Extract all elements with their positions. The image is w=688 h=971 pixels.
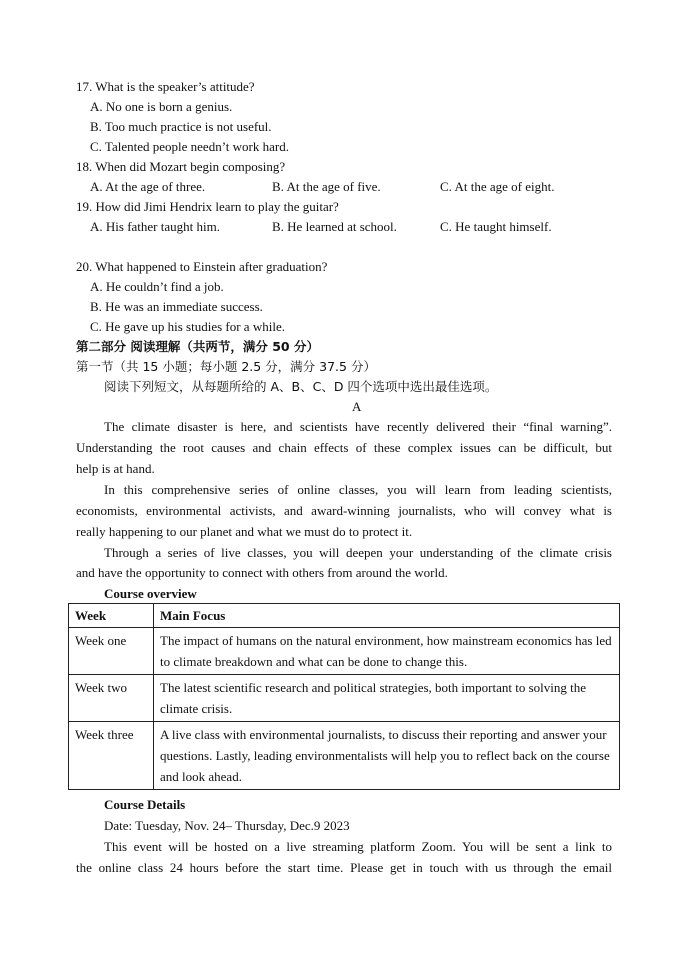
week-cell: Week two [69, 675, 154, 722]
para1-line2: Understanding the root causes and chain effects of these complex issues can be difficult, but [76, 440, 612, 455]
week-cell: Week three [69, 722, 154, 790]
course-date: Date: Tuesday, Nov. 24– Thursday, Dec.9 2023 [104, 818, 350, 833]
para4-line2: the online class 24 hours before the start time. Please get in touch with us through the email [76, 860, 612, 875]
q17-option-a: A. No one is born a genius. [90, 99, 233, 114]
question-20: 20. What happened to Einstein after graduation? [76, 259, 328, 274]
focus-cell: The latest scientific research and political strategies, both important to solving the climate crisis. [154, 675, 620, 722]
part-two-title: 第二部分 阅读理解（共两节，满分 50 分） [76, 339, 319, 354]
table-row [69, 675, 620, 722]
table-header-row [69, 604, 620, 628]
course-details-title: Course Details [104, 797, 186, 812]
focus-cell: The impact of humans on the natural environment, how mainstream economics has led to climate breakdown and what can be done to change this. [154, 628, 620, 675]
q20-option-b: B. He was an immediate success. [90, 299, 263, 314]
course-overview-title: Course overview [104, 586, 197, 601]
focus-cell: A live class with environmental journalists, to discuss their reporting and answer your questions. Lastly, leading environmentalists will help you to reflect back on the course and look ahead. [154, 722, 620, 790]
para1-line1: The climate disaster is here, and scientists have recently delivered their “final warning”. [104, 419, 612, 434]
para3-line1: Through a series of live classes, you will deepen your understanding of the climate crisis [104, 545, 612, 560]
question-17: 17. What is the speaker’s attitude? [76, 79, 255, 94]
q20-option-a: A. He couldn’t find a job. [90, 279, 224, 294]
para1-line3: help is at hand. [76, 461, 155, 476]
section-one-title: 第一节（共 15 小题；每小题 2.5 分，满分 37.5 分） [76, 359, 376, 374]
reading-instruction: 阅读下列短文，从每题所给的 A、B、C、D 四个选项中选出最佳选项。 [104, 379, 498, 394]
q18-option-c: C. At the age of eight. [440, 179, 555, 194]
para2-line3: really happening to our planet and what we must do to protect it. [76, 524, 413, 539]
para3-line2: and have the opportunity to connect with others from around the world. [76, 565, 448, 580]
header-week: Week [69, 604, 154, 628]
passage-label: A [352, 399, 362, 414]
q17-option-c: C. Talented people needn’t work hard. [90, 139, 289, 154]
q19-option-c: C. He taught himself. [440, 219, 552, 234]
q20-option-c: C. He gave up his studies for a while. [90, 319, 285, 334]
header-main-focus: Main Focus [154, 604, 620, 628]
course-overview-table [68, 603, 620, 790]
para2-line1: In this comprehensive series of online classes, you will learn from leading scientists, [104, 482, 612, 497]
para2-line2: economists, environmental activists, and award-winning journalists, who will convey what is [76, 503, 612, 518]
question-18: 18. When did Mozart begin composing? [76, 159, 286, 174]
para4-line1: This event will be hosted on a live streaming platform Zoom. You will be sent a link to [104, 839, 612, 854]
q18-option-b: B. At the age of five. [272, 179, 381, 194]
q18-option-a: A. At the age of three. [90, 179, 206, 194]
q19-option-a: A. His father taught him. [90, 219, 220, 234]
table-row [69, 722, 620, 790]
q19-option-b: B. He learned at school. [272, 219, 397, 234]
question-19: 19. How did Jimi Hendrix learn to play the guitar? [76, 199, 339, 214]
table-row [69, 628, 620, 675]
week-cell: Week one [69, 628, 154, 675]
q17-option-b: B. Too much practice is not useful. [90, 119, 272, 134]
